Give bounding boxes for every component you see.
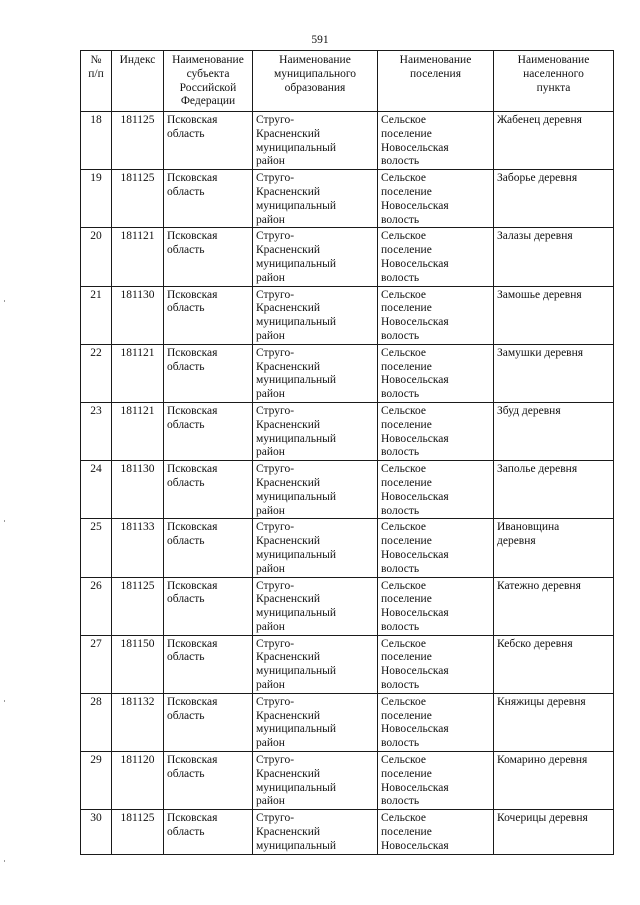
header-settlement: Наименование поселения <box>378 51 494 112</box>
cell-number: 26 <box>81 577 112 635</box>
cell-index: 181130 <box>112 286 164 344</box>
page-number: 591 <box>311 34 329 46</box>
cell-settlement: Сельское поселение Новосельская волость <box>378 402 494 460</box>
cell-settlement: Сельское поселение Новосельская волость <box>378 170 494 228</box>
cell-settlement: Сельское поселение Новосельская волость <box>378 228 494 286</box>
cell-number: 25 <box>81 519 112 577</box>
cell-municipality: Струго- Красненский муниципальный район <box>253 170 378 228</box>
table-row <box>81 344 614 402</box>
table-row <box>81 519 614 577</box>
table-row <box>81 286 614 344</box>
cell-index: 181125 <box>112 112 164 170</box>
cell-locality: Комарино деревня <box>494 752 614 810</box>
cell-subject: Псковская область <box>164 519 253 577</box>
cell-settlement: Сельское поселение Новосельская волость <box>378 112 494 170</box>
settlements-table <box>80 50 614 855</box>
cell-settlement: Сельское поселение Новосельская волость <box>378 693 494 751</box>
cell-index: 181150 <box>112 635 164 693</box>
cell-locality: Кебско деревня <box>494 635 614 693</box>
cell-subject: Псковская область <box>164 752 253 810</box>
cell-municipality: Струго- Красненский муниципальный район <box>253 286 378 344</box>
cell-subject: Псковская область <box>164 693 253 751</box>
scan-speck <box>4 700 5 702</box>
cell-number: 30 <box>81 810 112 854</box>
cell-municipality: Струго- Красненский муниципальный район <box>253 402 378 460</box>
cell-number: 28 <box>81 693 112 751</box>
cell-locality: Катежно деревня <box>494 577 614 635</box>
cell-locality: Заборье деревня <box>494 170 614 228</box>
cell-locality: Жабенец деревня <box>494 112 614 170</box>
cell-locality: Замушки деревня <box>494 344 614 402</box>
cell-locality: Замошье деревня <box>494 286 614 344</box>
header-number: № п/п <box>81 51 112 112</box>
cell-number: 22 <box>81 344 112 402</box>
cell-settlement: Сельское поселение Новосельская волость <box>378 344 494 402</box>
header-index: Индекс <box>112 51 164 112</box>
cell-settlement: Сельское поселение Новосельская волость <box>378 752 494 810</box>
cell-municipality: Струго- Красненский муниципальный район <box>253 228 378 286</box>
cell-number: 18 <box>81 112 112 170</box>
cell-subject: Псковская область <box>164 344 253 402</box>
cell-municipality: Струго- Красненский муниципальный район <box>253 461 378 519</box>
table-header-row <box>81 51 614 112</box>
table-row <box>81 170 614 228</box>
cell-number: 23 <box>81 402 112 460</box>
table-row <box>81 228 614 286</box>
cell-index: 181121 <box>112 402 164 460</box>
cell-number: 29 <box>81 752 112 810</box>
cell-municipality: Струго- Красненский муниципальный район <box>253 112 378 170</box>
table-row <box>81 577 614 635</box>
scan-speck <box>4 860 5 862</box>
cell-subject: Псковская область <box>164 635 253 693</box>
cell-municipality: Струго- Красненский муниципальный район <box>253 752 378 810</box>
cell-index: 181120 <box>112 752 164 810</box>
cell-municipality: Струго- Красненский муниципальный район <box>253 344 378 402</box>
cell-number: 27 <box>81 635 112 693</box>
cell-locality: Кочерицы деревня <box>494 810 614 854</box>
cell-municipality: Струго- Красненский муниципальный район <box>253 635 378 693</box>
cell-settlement: Сельское поселение Новосельская волость <box>378 519 494 577</box>
cell-settlement: Сельское поселение Новосельская волость <box>378 577 494 635</box>
cell-index: 181133 <box>112 519 164 577</box>
cell-index: 181121 <box>112 344 164 402</box>
cell-subject: Псковская область <box>164 402 253 460</box>
table-row <box>81 112 614 170</box>
cell-municipality: Струго- Красненский муниципальный район <box>253 693 378 751</box>
cell-index: 181125 <box>112 577 164 635</box>
cell-number: 24 <box>81 461 112 519</box>
table-row <box>81 635 614 693</box>
table-row <box>81 402 614 460</box>
cell-municipality: Струго- Красненский муниципальный <box>253 810 378 854</box>
cell-index: 181125 <box>112 170 164 228</box>
cell-number: 20 <box>81 228 112 286</box>
cell-settlement: Сельское поселение Новосельская волость <box>378 635 494 693</box>
cell-municipality: Струго- Красненский муниципальный район <box>253 519 378 577</box>
cell-index: 181132 <box>112 693 164 751</box>
cell-subject: Псковская область <box>164 577 253 635</box>
cell-locality: Ивановщина деревня <box>494 519 614 577</box>
table-row <box>81 461 614 519</box>
table-row <box>81 752 614 810</box>
scan-speck <box>4 520 5 522</box>
table-row <box>81 810 614 854</box>
table-row <box>81 693 614 751</box>
cell-municipality: Струго- Красненский муниципальный район <box>253 577 378 635</box>
header-subject: Наименование субъекта Российской Федерации <box>164 51 253 112</box>
cell-locality: Заполье деревня <box>494 461 614 519</box>
cell-settlement: Сельское поселение Новосельская волость <box>378 286 494 344</box>
cell-settlement: Сельское поселение Новосельская <box>378 810 494 854</box>
header-locality: Наименование населенного пункта <box>494 51 614 112</box>
cell-number: 21 <box>81 286 112 344</box>
cell-index: 181121 <box>112 228 164 286</box>
cell-index: 181125 <box>112 810 164 854</box>
cell-number: 19 <box>81 170 112 228</box>
cell-index: 181130 <box>112 461 164 519</box>
cell-subject: Псковская область <box>164 286 253 344</box>
cell-subject: Псковская область <box>164 228 253 286</box>
cell-subject: Псковская область <box>164 112 253 170</box>
cell-settlement: Сельское поселение Новосельская волость <box>378 461 494 519</box>
header-municipality: Наименование муниципального образования <box>253 51 378 112</box>
cell-subject: Псковская область <box>164 170 253 228</box>
cell-subject: Псковская область <box>164 810 253 854</box>
cell-locality: Збуд деревня <box>494 402 614 460</box>
cell-subject: Псковская область <box>164 461 253 519</box>
cell-locality: Княжицы деревня <box>494 693 614 751</box>
cell-locality: Залазы деревня <box>494 228 614 286</box>
scan-speck <box>4 300 5 302</box>
